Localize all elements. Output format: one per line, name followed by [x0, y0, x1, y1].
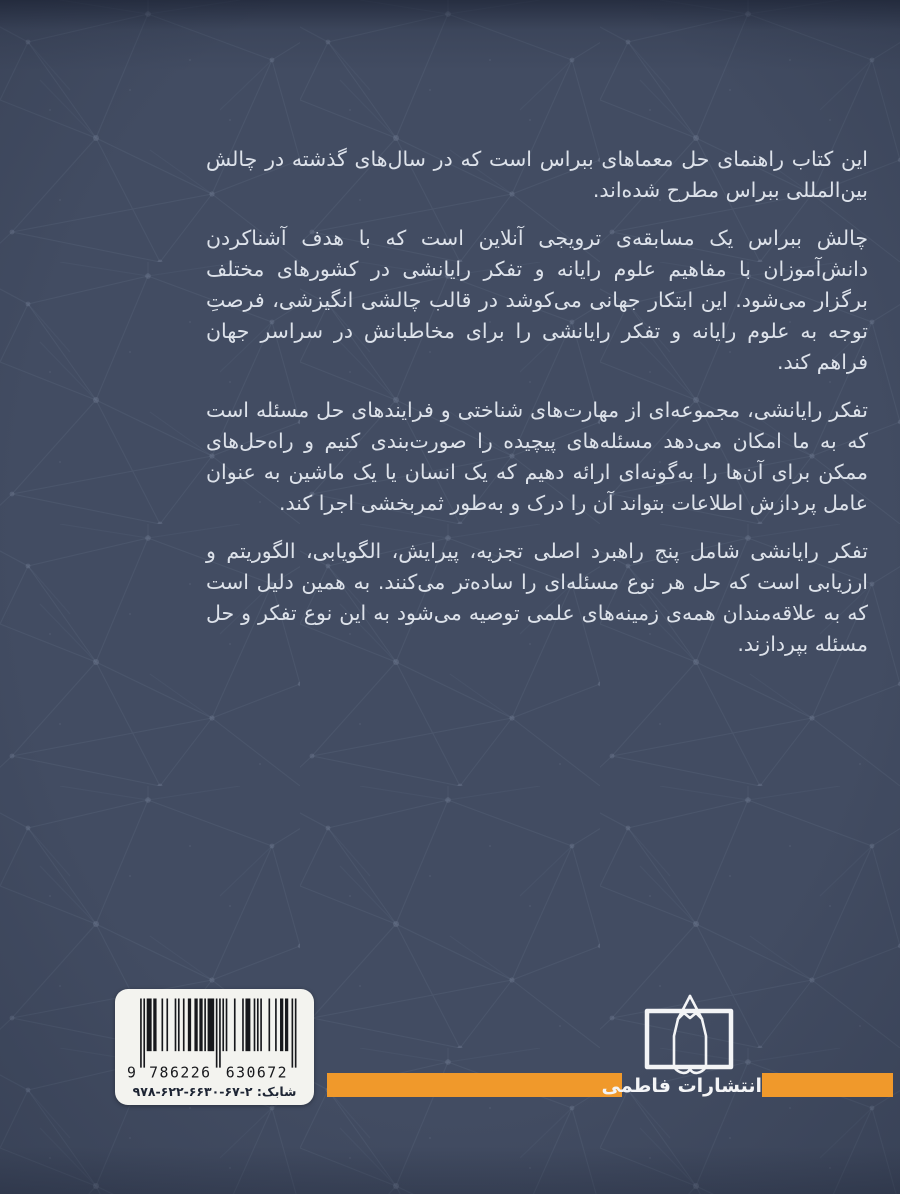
- isbn-text: [115, 1084, 314, 1099]
- barcode-bars: [140, 998, 296, 1067]
- publisher-logo-icon: [643, 993, 737, 1075]
- ean13-barcode: [122, 995, 308, 1081]
- back-cover-paragraph: این کتاب راهنمای حل معماهای ببراس است که در سال‌های گذشته در چالش بین‌المللی ببراس مطرح شده‌اند.: [206, 147, 868, 202]
- isbn-number: ۹۷۸-۶۲۲-۶۶۳۰-۶۷-۲: [132, 1084, 253, 1099]
- orange-accent-bar-left: [327, 1073, 622, 1097]
- orange-accent-bar-right: [762, 1073, 893, 1097]
- barcode-digit-lead: 9: [126, 1064, 136, 1081]
- barcode-digits-left: 786226: [148, 1064, 210, 1081]
- logo-frame: [647, 1011, 731, 1067]
- back-cover-text: [206, 144, 868, 677]
- publisher-name: انتشارات فاطمی: [601, 1075, 762, 1097]
- back-cover-paragraph: چالش ببراس یک مسابقه‌ی ترویجی آنلاین است که با هدف آشناکردن دانش‌آموزان با مفاهیم علوم رایانه و تفکر رایانشی در کشورهای مختلف برگزار می‌شود. این ابتکار جهانی می‌کوشد در قالب چالشی انگیزشی، فرصتِ توجه به علوم رایانه و تفکر رایانشی را برای مخاطبانش در سراسر جهان فراهم کند.: [206, 226, 868, 374]
- back-cover-paragraph: تفکر رایانشی شامل پنج راهبرد اصلی تجزیه، پیرایش، الگویابی، الگوریتم و ارزیابی است که حل هر نوع مسئله‌ای را ساده‌تر می‌کنند. به همین دلیل است که به علاقه‌مندان همه‌ی زمینه‌های علمی توصیه می‌شود به این نوع تفکر و حل مسئله بپردازند.: [206, 539, 868, 656]
- barcode-label: [115, 989, 314, 1105]
- logo-pencil: [674, 996, 706, 1067]
- back-cover-paragraph: تفکر رایانشی، مجموعه‌ای از مهارت‌های شناختی و فرایندهای حل مسئله است که به ما امکان می‌دهد مسئله‌های پیچیده را صورت‌بندی کنیم و راه‌حل‌های ممکن برای آن‌ها را به‌گونه‌ای ارائه دهیم که یک انسان یا یک ماشین به عنوان عامل پردازش اطلاعات بتواند آن را درک و به‌طور ثمربخشی اجرا کند.: [206, 398, 868, 515]
- barcode-digits-right: 630672: [225, 1064, 287, 1081]
- isbn-label: شابک:: [256, 1084, 297, 1099]
